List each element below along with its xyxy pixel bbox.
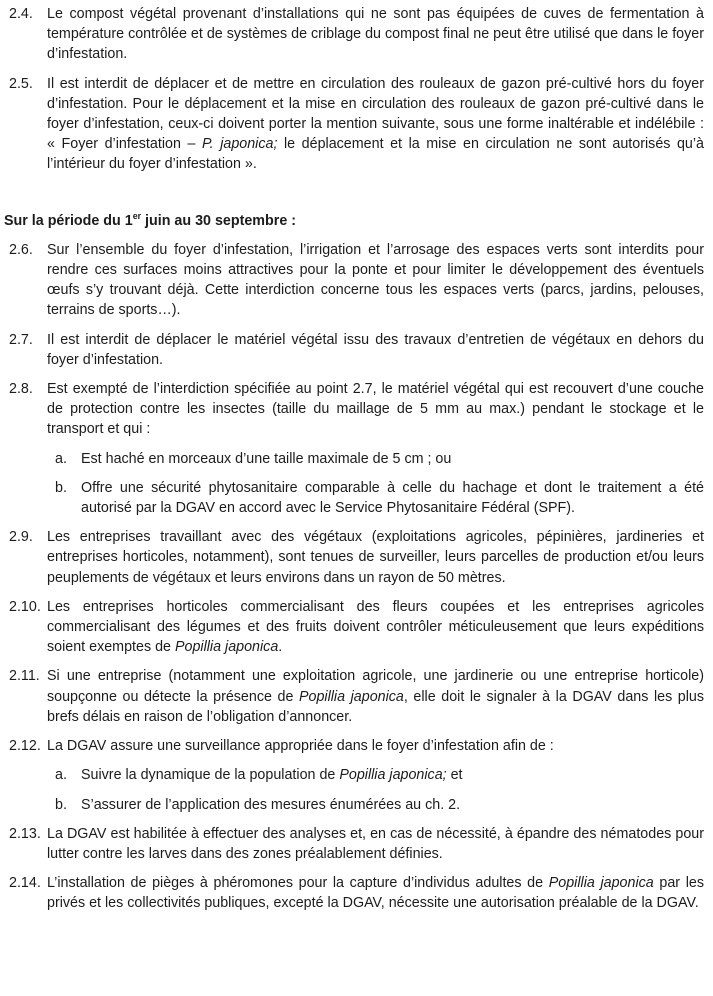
sub-list-item (55, 795, 704, 815)
text-run: Si une entreprise (notamment une exploitation agricole, une jardinerie ou une entreprise horticole) soupçonne ou détecte la présence de (47, 668, 704, 705)
item-text (47, 666, 704, 727)
text-run: L’installation de pièges à phéromones pour la capture d’individus adultes de (47, 875, 549, 892)
text-run: La DGAV est habilitée à effectuer des analyses et, en cas de nécessité, à épandre des nématodes pour lutter contre les larves dans des zones préalablement définies. (47, 825, 704, 862)
text-run: Il est interdit de déplacer et de mettre en circulation des rouleaux de gazon pré-cultivé hors du foyer d’infestation. Pour le déplacement et la mise en circulation des rouleaux de gazon pré-cultivé dans le foyer d’infestation, ceux-ci doivent porter la mention suivante, sous une forme inaltérable et indélébile : « Foyer d’infestation – (47, 75, 704, 153)
heading-text (4, 211, 704, 231)
text-run: Sur l’ensemble du foyer d’infestation, l’irrigation et l’arrosage des espaces verts sont interdits pour rendre ces surfaces moins attractives pour la ponte et pour limiter le développement des éventuels œufs s’y trouvant déjà. Cette interdiction concerne tous les espaces verts (parcs, jardins, pelouses, terrains de sports…). (47, 241, 704, 319)
text-run: , elle doit le signaler à la DGAV dans les plus brefs délais en raison de l’obligation d’annoncer. (47, 688, 705, 725)
text-run: Est haché en morceaux d’une taille maximale de 5 cm ; ou (81, 450, 452, 467)
list-item (9, 736, 704, 756)
item-number: 2.8. (9, 381, 33, 398)
item-number: 2.12. (9, 738, 41, 755)
item-text (47, 379, 704, 440)
text-run: Les entreprises travaillant avec des végétaux (exploitations agricoles, pépinières, jardineries et entreprises horticoles, notamment), sont tenues de surveiller, leurs parcelles de production et/ou leurs peuplements de végétaux et leurs environs dans un rayon de 50 mètres. (47, 529, 704, 586)
item-text (81, 765, 704, 785)
text-run: Les entreprises horticoles commercialisant des fleurs coupées et les entreprises agricoles commercialisant des légumes et des fruits doivent contrôler méticuleusement que leurs expéditions soient exemptes de (47, 598, 704, 656)
superscript-text: er (132, 210, 142, 221)
item-number: 2.11. (9, 668, 40, 685)
item-number: a. (55, 767, 67, 784)
item-number: a. (55, 450, 67, 467)
item-text (81, 478, 704, 518)
sub-list-item (55, 478, 704, 518)
item-text (47, 4, 704, 65)
item-number: b. (55, 796, 67, 813)
list-item (9, 240, 704, 321)
list-item (9, 527, 704, 588)
item-number: 2.6. (9, 241, 33, 258)
item-text (47, 736, 704, 756)
item-number: b. (55, 479, 67, 496)
text-run: par les privés et les collectivités publiques, excepté la DGAV, nécessite une autorisation préalable de la DGAV. (47, 875, 704, 912)
item-text (47, 824, 704, 864)
text-run: S’assurer de l’application des mesures énumérées au ch. 2. (81, 796, 461, 813)
list-item (9, 379, 704, 440)
item-text (47, 527, 704, 588)
sub-list-item (55, 449, 704, 469)
item-text (81, 795, 704, 815)
text-run: Le compost végétal provenant d’installations qui ne sont pas équipées de cuves de fermentation à température contrôlée et de systèmes de criblage du compost final ne peut être utilisé que dans le foyer d’infestation. (47, 6, 704, 63)
text-run: juin au 30 septembre : (141, 212, 297, 229)
species-name-italic: P. japonica; (201, 136, 278, 153)
item-number: 2.14. (9, 875, 41, 892)
item-text (47, 74, 704, 175)
text-run: Offre une sécurité phytosanitaire comparable à celle du hachage et dont le traitement a été autorisé par la DGAV en accord avec le Service Phytosanitaire Fédéral (SPF). (81, 479, 704, 517)
text-run: Il est interdit de déplacer le matériel végétal issu des travaux d’entretien de végétaux en dehors du foyer d’infestation. (47, 331, 704, 368)
text-run: et (446, 767, 463, 784)
item-text (47, 330, 704, 370)
item-number: 2.10. (9, 598, 41, 615)
item-text (47, 597, 704, 658)
item-number: 2.5. (9, 75, 33, 92)
species-name-italic: Popillia japonica (174, 639, 279, 656)
text-run: Est exempté de l’interdiction spécifiée au point 2.7, le matériel végétal qui est recouvert d’une couche de protection contre les insectes (taille du maillage de 5 mm au max.) pendant le stockage et le transport et qui : (47, 381, 704, 438)
item-text (47, 873, 704, 913)
document-body (4, 4, 704, 914)
item-number: 2.4. (9, 6, 33, 22)
list-item (9, 873, 704, 913)
item-number: 2.9. (9, 529, 33, 546)
text-run: . (278, 639, 283, 656)
list-item (9, 824, 704, 864)
text-run: Sur la période du 1 (4, 212, 133, 229)
item-number: 2.7. (9, 331, 33, 348)
species-name-italic: Popillia japonica; (339, 767, 447, 784)
list-item (9, 74, 704, 175)
sub-list-item (55, 765, 704, 785)
item-text (81, 449, 704, 469)
text-run: Suivre la dynamique de la population de (81, 767, 340, 784)
item-number: 2.13. (9, 825, 41, 842)
section-heading (4, 211, 704, 231)
species-name-italic: Popillia japonica (548, 875, 654, 892)
text-run: le déplacement et la mise en circulation ne sont autorisés qu’à l’intérieur du foyer d’infestation ». (47, 136, 705, 173)
species-name-italic: Popillia japonica (298, 688, 404, 705)
list-item (9, 330, 704, 370)
list-item (9, 666, 704, 727)
item-text (47, 240, 704, 321)
list-item (9, 4, 704, 65)
list-item (9, 597, 704, 658)
text-run: La DGAV assure une surveillance appropriée dans le foyer d’infestation afin de : (47, 738, 554, 755)
